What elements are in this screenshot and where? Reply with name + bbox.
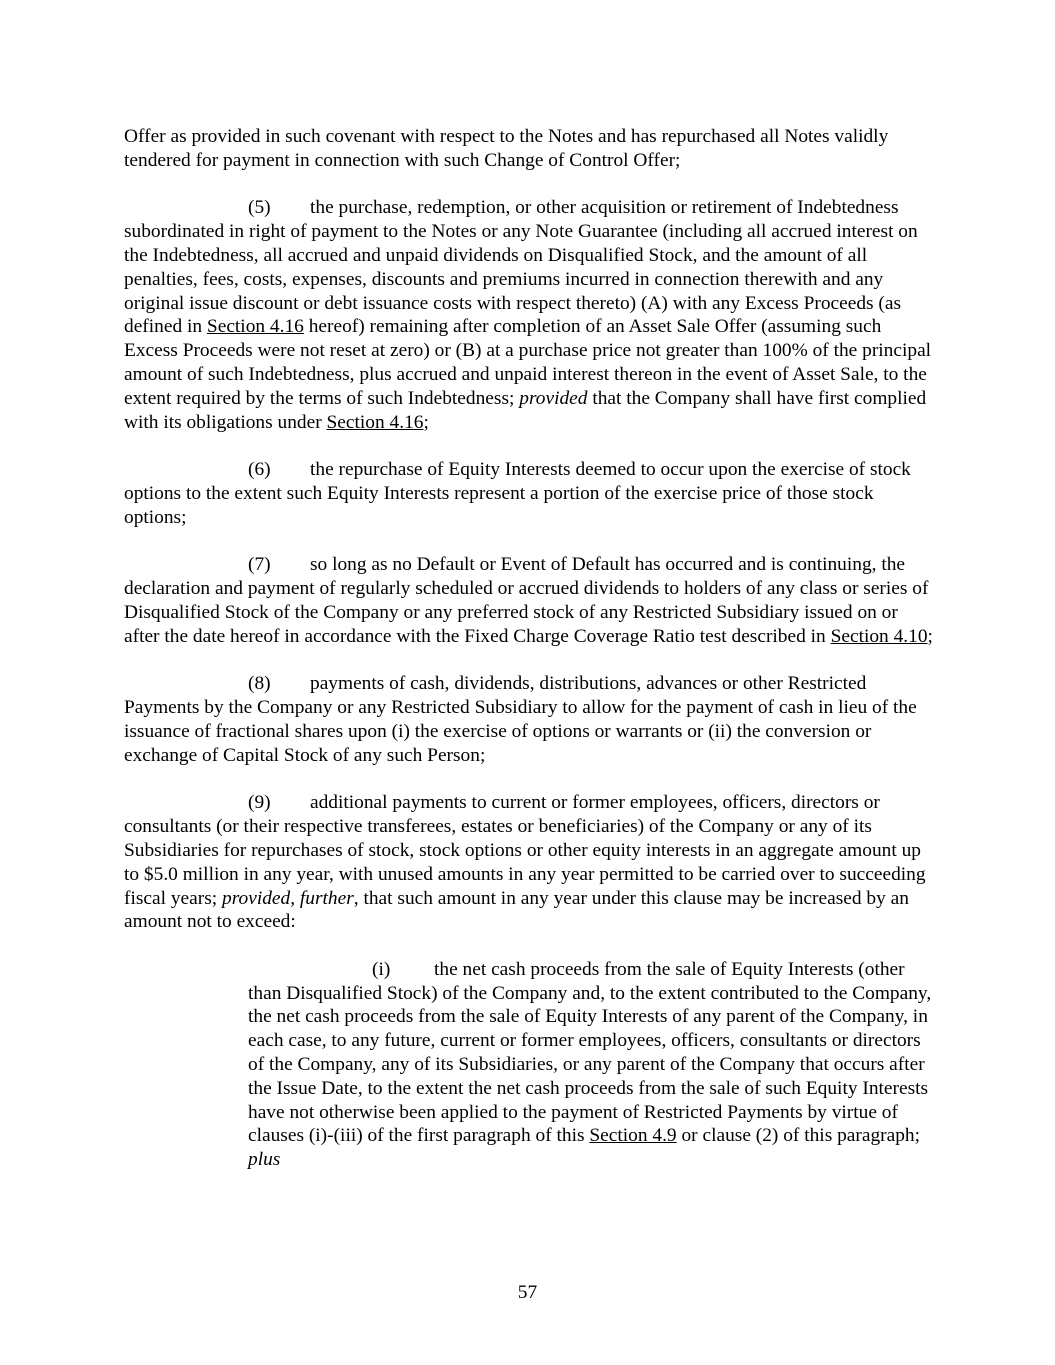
clause-5: (5) the purchase, redemption, or other acquisition or retirement of Indebtedness subordinated in right of payment to the Notes or any Note Guarantee (including all accrued interest on the Indebtedness, all accrued and unpaid dividends on Disqualified Stock, and the amount of all penalties, fees, costs, expenses, discounts and premiums incurred in connection therewith and any original issue discount or debt issuance costs with respect thereto) (A) with any Excess Proceeds (as defined in Section 4.16 hereof) remaining after completion of an Asset Sale Offer (assuming such Excess Proceeds were not reset at zero) or (B) at a purchase price not greater than 100% of the principal amount of such Indebtedness, plus accrued and unpaid interest thereon in the event of Asset Sale, to the extent required by the terms of such Indebtedness; provided that the Company shall have first complied with its obligations under Section 4.16;	[124, 197, 932, 433]
clause-9: (9) additional payments to current or former employees, officers, directors or consultants (or their respective transferees, estates or beneficiaries) of the Company or any of its Subsidiaries for repurchases of stock, stock options or other equity interests in an aggregate amount up to $5.0 million in any year, with unused amounts in any year permitted to be carried over to succeeding fiscal years; provided, further, that such amount in any year under this clause may be increased by an amount not to exceed:	[124, 792, 926, 933]
emphasis: plus	[248, 1149, 281, 1171]
section-reference: Section 4.9	[589, 1125, 677, 1147]
emphasis: provided, further	[222, 887, 354, 909]
continuation-paragraph	[124, 125, 934, 173]
clause-number: (6)	[248, 459, 271, 481]
document-page	[124, 125, 934, 1196]
emphasis: provided	[519, 387, 588, 409]
continuation-text: Offer as provided in such covenant with respect to the Notes and has repurchased all Notes validly tendered for payment in connection with such Change of Control Offer;	[124, 126, 889, 171]
clause-6: (6) the repurchase of Equity Interests deemed to occur upon the exercise of stock options to the extent such Equity Interests represent a portion of the exercise price of those stock options;	[124, 459, 911, 528]
clause-number: (8)	[248, 673, 271, 695]
clause-number: (9)	[248, 792, 271, 814]
section-reference: Section 4.10	[830, 625, 928, 647]
clause-number: (i)	[372, 958, 391, 980]
clause-8: (8) payments of cash, dividends, distributions, advances or other Restricted Payments by the Company or any Restricted Subsidiary to allow for the payment of cash in lieu of the issuance of fractional shares upon (i) the exercise of options or warrants or (ii) the conversion or exchange of Capital Stock of any such Person;	[124, 673, 917, 766]
clause-number: (5)	[248, 197, 271, 219]
clause-number: (7)	[248, 554, 271, 576]
subclause-i: (i) the net cash proceeds from the sale of Equity Interests (other than Disqualified Stock) of the Company and, to the extent contributed to the Company, the net cash proceeds from the sale of Equity Interests of any parent of the Company, in each case, to any future, current or former employees, officers, consultants or directors of the Company, any of its Subsidiaries, or any parent of the Company that occurs after the Issue Date, to the extent the net cash proceeds from the sale of such Equity Interests have not otherwise been applied to the payment of Restricted Payments by virtue of clauses (i)-(iii) of the first paragraph of this Section 4.9 or clause (2) of this paragraph; plus	[248, 958, 932, 1171]
page-number: 57	[517, 1282, 538, 1303]
clause-7: (7) so long as no Default or Event of Default has occurred and is continuing, the declaration and payment of regularly scheduled or accrued dividends to holders of any class or series of Disqualified Stock of the Company or any preferred stock of any Restricted Subsidiary issued on or after the date hereof in accordance with the Fixed Charge Coverage Ratio test described in Section 4.10;	[124, 554, 933, 647]
section-reference: Section 4.16	[206, 316, 304, 338]
section-reference: Section 4.16	[326, 411, 424, 433]
